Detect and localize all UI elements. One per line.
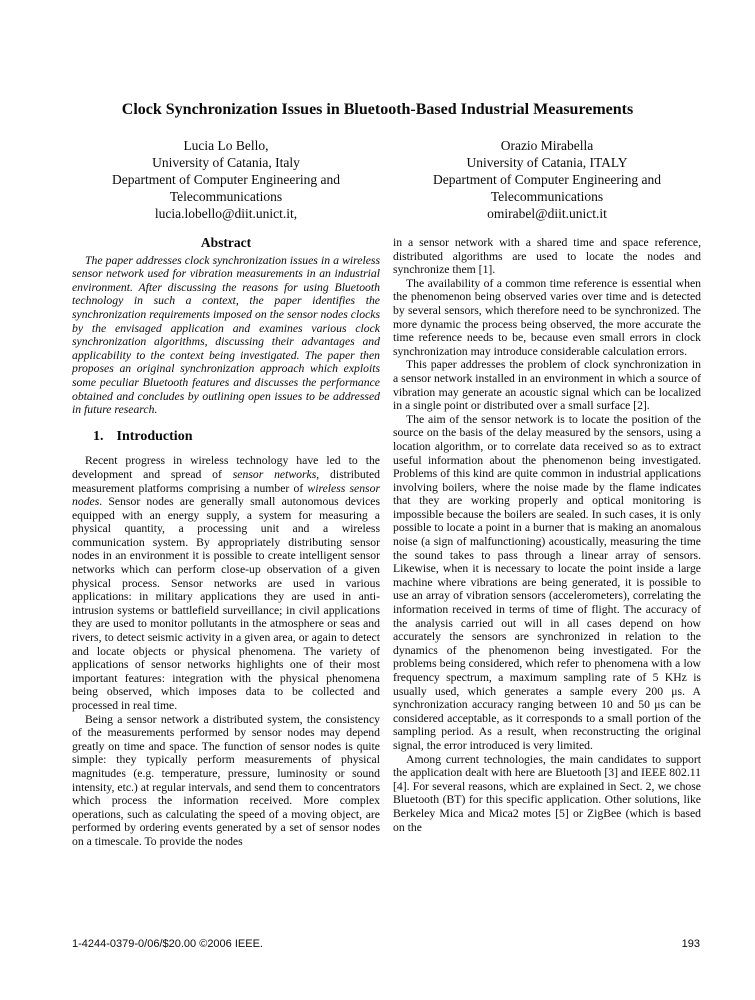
paragraph: Being a sensor network a distributed system, the consistency of the measurements performed by sensor nodes may depend greatly on time and space. The function of sensor nodes is quite simple: they typically perform measurements of physical magnitudes (e.g. temperature, pressure, luminosity or sound intensity, etc.) at regular intervals, and send them to concentrators which process the information received. More complex operations, such as calculating the speed of a moving object, are performed by ordering events generated by a set of sensor nodes on a timescale. To provide the nodes <box>72 712 380 848</box>
paragraph: The aim of the sensor network is to locate the position of the source on the basis of the delay measured by the sensors, using a location algorithm, or to correlate data received so as to extract useful information about the phenomenon being investigated. Problems of this kind are quite common in industrial applications involving boilers, where the noise made by the flame indicates that they are working properly and optical monitoring is impossible because the boilers are sealed. In such cases, it is only possible to locate a point in a burner that is making an anomalous noise (a sign of malfunctioning) acoustically, measuring the time the sound takes to pass through a linear array of sensors. Likewise, when it is necessary to locate the point inside a large machine where vibrations are being generated, it is possible to use an array of vibration sensors (accelerometers), correlating the information received in terms of time of flight. The accuracy of the analysis carried out will in all cases depend on how accurately the sensors are synchronized in relation to the dynamics of the phenomenon being investigated. For the problems being considered, which refer to phenomena with a low frequency spectrum, a maximum sampling rate of 5 KHz is usually used, which generates a sample every 200 μs. A synchronization accuracy ranging between 10 and 50 μs can be considered acceptable, as it corresponds to a small portion of the sampling period. As a result, when reconstructing the original signal, the error introduced is very limited. <box>393 412 701 752</box>
author-email: omirabel@diit.unict.it <box>487 206 607 221</box>
author-name: Lucia Lo Bello, <box>183 138 269 153</box>
copyright-notice: 1-4244-0379-0/06/$20.00 ©2006 IEEE. <box>72 938 263 950</box>
author-name: Orazio Mirabella <box>500 138 594 153</box>
author-email: lucia.lobello@diit.unict.it, <box>154 206 298 221</box>
author-affiliation: University of Catania, Italy <box>152 155 300 170</box>
section-heading-introduction <box>72 430 380 444</box>
page-number: 193 <box>681 938 700 950</box>
abstract-heading: Abstract <box>200 235 252 250</box>
author-affiliation: University of Catania, ITALY <box>466 155 628 170</box>
author-block-left <box>72 137 380 222</box>
paper-title: Clock Synchronization Issues in Bluetooth-Based Industrial Measurements <box>121 101 634 118</box>
paragraph: in a sensor network with a shared time and space reference, distributed algorithms are used to locate the nodes and synchronize them [1]. <box>393 236 701 277</box>
authors-row <box>72 137 701 222</box>
author-affiliation: Department of Computer Engineering and <box>433 172 661 187</box>
left-column <box>72 236 380 849</box>
paragraph: Among current technologies, the main candidates to support the application dealt with here are Bluetooth [3] and IEEE 802.11 [4]. For several reasons, which are explained in Sect. 2, we chose Bluetooth (BT) for this specific application. Other solutions, like Berkeley Mica and Mica2 motes [5] or ZigBee (which is based on the <box>393 752 701 834</box>
author-block-right <box>393 137 701 222</box>
abstract-paragraph: The paper addresses clock synchronization issues in a wireless sensor network used for vibration measurements in an industrial environment. After discussing the reasons for using Bluetooth technology in such a context, the paper identifies the synchronization requirements imposed on the sensor nodes clocks by the envisaged application and examines various clock synchronization algorithms, discussing their advantages and applicability to the context being investigated. The paper then proposes an original synchronization approach which exploits some peculiar Bluetooth features and discusses the performance obtained and concludes by outlining open issues to be addressed in future research. <box>72 253 380 417</box>
body-columns <box>72 236 701 849</box>
author-affiliation: Telecommunications <box>169 189 283 204</box>
right-column <box>393 236 701 849</box>
footer <box>72 938 700 950</box>
section-number: 1. <box>93 428 104 444</box>
paragraph: This paper addresses the problem of clock synchronization in a sensor network installed in an environment in which a source of vibration may generate an acoustic signal which can be localized in a single point or distributed over a small surface [2]. <box>393 358 701 413</box>
paragraph: The availability of a common time reference is essential when the phenomenon being observed varies over time and is detected by several sensors, which therefore need to be synchronized. The more dynamic the process being observed, the more accurate the time reference needs to be, because even small errors in clock synchronization may introduce considerable calculation errors. <box>393 276 701 358</box>
paragraph: Recent progress in wireless technology have led to the development and spread of sensor networks, distributed measurement platforms comprising a number of wireless sensor nodes. Sensor nodes are generally small autonomous devices equipped with an energy supply, a system for measuring a physical quantity, a processing unit and a wireless communication system. By appropriately distributing sensor nodes in an environment it is possible to create intelligent sensor networks which can perform close-up observation of a given physical process. Sensor networks are used in various applications: in military applications they are used in anti-intrusion systems or battlefield surveillance; in civil applications they are used to monitor pollutants in the atmosphere or seas and rivers, to detect seismic activity in a given area, or again to detect and locate objects or physical phenomena. The variety of applications of sensor networks highlights one of their most important features: integration with the physical phenomena being observed, which imposes data to be collected and processed in real time. <box>72 454 381 712</box>
author-affiliation: Telecommunications <box>490 189 604 204</box>
author-affiliation: Department of Computer Engineering and <box>112 172 340 187</box>
section-title: Introduction <box>116 428 193 444</box>
